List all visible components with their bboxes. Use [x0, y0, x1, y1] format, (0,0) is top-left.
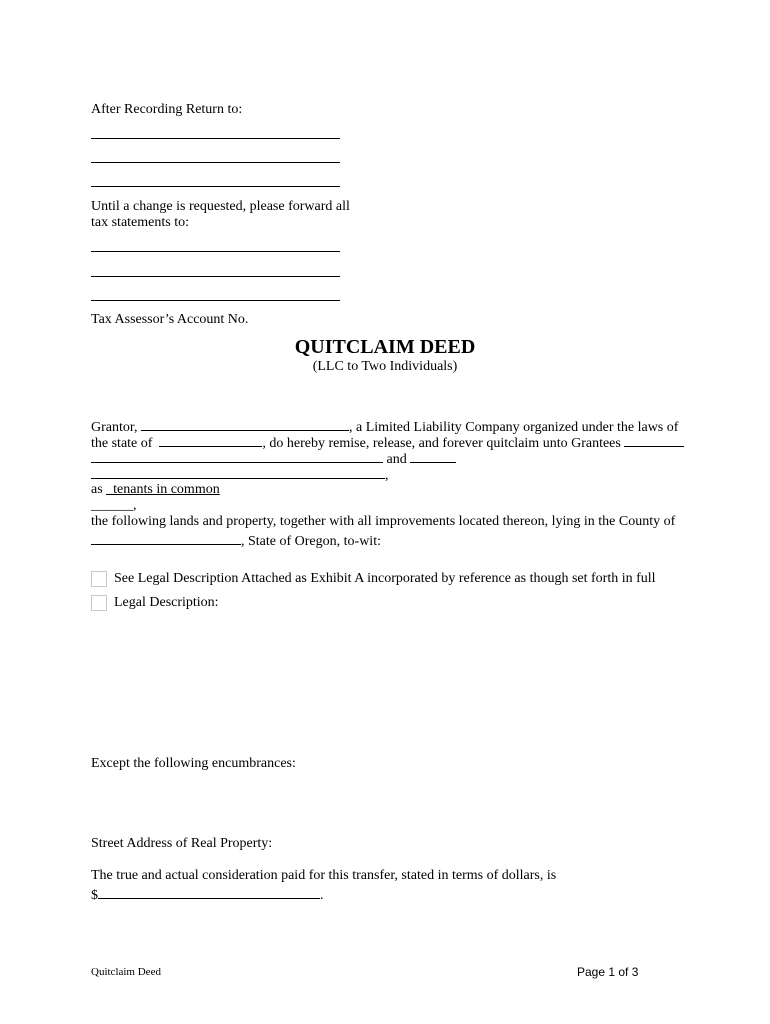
encumbrances-label: Except the following encumbrances:: [91, 756, 296, 771]
tax-forward-line-2: tax statements to:: [91, 215, 189, 230]
state-line-rest: , do hereby remise, release, and forever quitclaim unto Grantees: [262, 436, 621, 451]
state-field[interactable]: [159, 433, 262, 447]
grantor-line-rest: , a Limited Liability Company organized under the laws of: [348, 420, 679, 435]
consideration-amount-field[interactable]: [98, 885, 320, 899]
after-recording-label: After Recording Return to:: [91, 102, 243, 117]
dollar-sign: $: [91, 888, 98, 903]
state-of-oregon-text: , State of Oregon, to-wit:: [241, 534, 381, 549]
return-address-line-3[interactable]: [91, 186, 340, 187]
footer-document-name: Quitclaim Deed: [91, 966, 161, 978]
grantee-2-field[interactable]: [91, 465, 385, 479]
document-title: QUITCLAIM DEED: [294, 336, 476, 358]
tenancy-field[interactable]: _tenants in common: [106, 482, 220, 497]
document-subtitle: (LLC to Two Individuals): [312, 359, 458, 374]
as-word: as: [91, 482, 103, 497]
grantee-2-comma: ,: [385, 468, 389, 483]
and-word: and: [386, 452, 407, 467]
grantee-1-field-start[interactable]: [624, 433, 684, 447]
consideration-amount-line: [91, 885, 324, 904]
consideration-text: The true and actual consideration paid for this transfer, stated in terms of dollars, is: [91, 868, 557, 883]
tax-assessor-account-label: Tax Assessor’s Account No.: [91, 312, 249, 327]
exhibit-a-label: See Legal Description Attached as Exhibit A incorporated by reference as though set forth in full: [114, 571, 656, 586]
grantee-1-field[interactable]: [91, 449, 383, 463]
county-field[interactable]: [91, 531, 241, 545]
grantor-label: Grantor,: [91, 420, 138, 435]
exhibit-a-checkbox[interactable]: [91, 571, 107, 587]
street-address-label: Street Address of Real Property:: [91, 836, 273, 851]
tenancy-line: [91, 482, 220, 498]
grantor-name-field[interactable]: [141, 417, 349, 431]
return-address-line-1[interactable]: [91, 138, 340, 139]
tax-forward-line-1: Until a change is requested, please forward all: [91, 199, 350, 214]
grantee-2-field-start[interactable]: [410, 449, 456, 463]
legal-description-checkbox[interactable]: [91, 595, 107, 611]
consideration-period: .: [320, 888, 324, 903]
following-lands-text: the following lands and property, together with all improvements located thereon, lying in the County of: [91, 514, 676, 529]
county-line: [91, 531, 381, 550]
return-address-line-2[interactable]: [91, 162, 340, 163]
tax-address-line-1[interactable]: [91, 251, 340, 252]
legal-description-label: Legal Description:: [114, 595, 219, 610]
state-prefix: the state of: [91, 436, 153, 451]
tax-address-line-3[interactable]: [91, 300, 340, 301]
footer-page-number: Page 1 of 3: [577, 965, 639, 979]
tax-address-line-2[interactable]: [91, 276, 340, 277]
tenancy-tail: ______,: [91, 498, 137, 513]
